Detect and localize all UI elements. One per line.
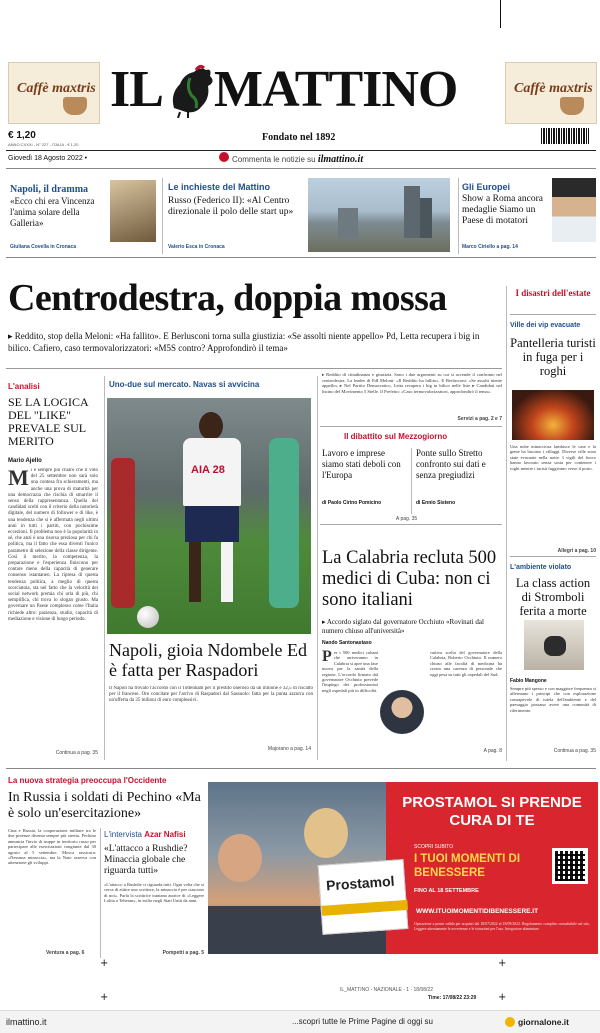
politics-pageref: Servizi a pag. 2 e 7 — [457, 416, 502, 422]
world-body: Cina e Russia, la cooperazione militare tra le due potenze diventa sempre più stretta. Pechino annuncia l'invio di truppe in territorio russo per partecipare alle esercitazioni congiunte dal 30 agosto al 5 settembre. Mosca rassicura: «Nessuna minaccia», ma la Nato osserva con attenzione gli sviluppi. — [8, 828, 96, 866]
comment-prefix: Commenta le notizie su — [232, 155, 316, 164]
ad-highlight: I TUOI MOMENTI DI BENESSERE — [414, 853, 521, 879]
sidebar-right — [510, 284, 596, 764]
analysis-pageref: Continua a pag. 35 — [55, 750, 98, 756]
sport-photo[interactable] — [107, 398, 311, 634]
edition-info: ANNO CXXXI - N° 227 - ITALIA - € 1,20 — [8, 142, 79, 147]
top-story-2-author: Valerio Esca in Cronaca — [168, 244, 225, 250]
comment-line[interactable] — [232, 154, 363, 165]
analysis-column — [6, 372, 102, 764]
calabria-rule — [320, 524, 502, 525]
bottom-right-text: ...scopri tutte le Prime Pagine di oggi su — [292, 1017, 433, 1026]
ad-headline: PROSTAMOL SI PRENDE CURA DI TE — [402, 794, 582, 829]
calabria-author: Nando Santonastaso — [322, 640, 372, 646]
debate-pageref: A pag. 35 — [396, 516, 418, 522]
comment-site[interactable]: ilmattino.it — [317, 154, 364, 165]
lower-rule — [6, 768, 596, 769]
ad-scopri: SCOPRI SUBITO — [414, 844, 454, 850]
calabria-body-2: cattiva scelta del governatore della Calabria, Roberto Occhiuto. Il numero chiuso alle facoltà di medicina ha creato una carenza di personale che oggi pesa su tutti gli ospedali del Sud. — [430, 650, 502, 677]
coffee-cup-icon — [63, 97, 87, 115]
footer-edition: IL_MATTINO - NAZIONALE - 1 - 18/08/22 — [340, 987, 433, 993]
strip-rule — [6, 257, 596, 258]
top-story-2-photo — [308, 178, 450, 252]
divider — [458, 178, 459, 254]
rooster-icon — [166, 64, 218, 118]
prostamol-ad[interactable] — [208, 782, 598, 954]
crop-mark: + — [498, 992, 507, 1003]
product-name: Prostamol — [325, 872, 395, 894]
center-right-column — [320, 372, 504, 764]
top-story-1-title: Napoli, il dramma — [10, 184, 89, 195]
tower-shape — [338, 208, 358, 238]
ad-deadline: FINO AL 18 SETTEMBRE — [414, 888, 479, 894]
tower-shape — [420, 198, 432, 238]
sidebar-pageref2: Continua a pag. 35 — [553, 748, 596, 754]
main-subtitle: ▸ Reddito, stop della Meloni: «Ha fallito». E Berlusconi torna sulla giustizia: «Se assolti niente appello» Pd, Letta recupera i big in bilico. Cafiero, caso termovalorizzatori: «M5S contro? Approfondirò il tema» — [8, 331, 480, 353]
analysis-body: Mi è sempre più chiaro che il voto del 25 settembre non sarà solo una contesa fra schieramenti, ma anche una prova di maturità per una democrazia che rischia di smarrire il senso della rappresentanza. Quella dei candidati scelti con il criterio della notorietà digitale, del numero di follower e di like, è una tendenza che si è affermata negli ultimi anni in tutti i partiti, con pochissime eccezioni. Il problema non è la popolarità in sé, che anzi è una risorsa preziosa per chi fa politica, ma il fatto che essa diventi l'unico parametro di selezione della classe dirigente. Così il merito, la competenza, la preparazione e l'esperienza finiscono per contare meno della capacità di generare consenso istantaneo. La ripresa di questa tendenza politica, a meglio di questa scorciatoia, sta nel fatto che la velocità dei social network premia chi urla di più, chi semplifica, chi trova lo slogan giusto. Ma governare un Paese complesso come l'Italia richiede altro: pazienza, studio, capacità di mediazione e visione di lungo periodo. — [8, 468, 98, 622]
top-story-1-quote: «Ecco chi era Vincenza l'anima solare della Galleria» — [10, 196, 95, 228]
stromboli-photo — [524, 620, 584, 670]
player-head — [199, 412, 223, 440]
debate-right-title[interactable]: Ponte sullo Stretto confronto sui dati e senza pregiudizi — [416, 448, 486, 480]
sidebar-author2: Fabio Mangone — [510, 678, 547, 684]
founded-line: Fondato nel 1892 — [262, 132, 336, 143]
logo-il: IL — [110, 61, 163, 118]
top-story-3-kicker: Gli Europei — [462, 182, 511, 192]
sidebar-subkicker: Ville dei vip evacuate — [510, 322, 581, 329]
sport-pageref: Majorano a pag. 14 — [267, 746, 311, 752]
sidebar-body2: Sempre più spesso e con maggiore frequenza si affermano i principi che con esplorazione consapevole di tutela dell'ambiente e del paesaggio possano avere una comunità di riferimento. — [510, 686, 596, 713]
analysis-author: Mario Ajello — [8, 458, 42, 464]
ad-url[interactable]: WWW.ITUOIMOMENTIDIBENESSERE.IT — [416, 908, 539, 915]
world-pageref: Ventura a pag. 6 — [46, 950, 85, 956]
top-story-3-author: Marco Ciriello a pag. 14 — [462, 244, 518, 250]
interview-name: Azar Nafisi — [144, 830, 186, 839]
top-story-1[interactable] — [6, 172, 158, 258]
dog-shape — [544, 636, 566, 656]
bottom-right-link[interactable]: giornalone.it — [518, 1017, 569, 1027]
top-story-2-kicker: Le inchieste del Mattino — [168, 182, 271, 192]
top-story-2[interactable] — [166, 172, 456, 258]
man-figure — [218, 834, 262, 882]
bottom-bar — [0, 1010, 600, 1033]
sport-body: Il Napoli ha trovato l'accordo con il Tottenham per il prestito oneroso da un milione e 32,5 di riscatto per il francese. Ore concitate per l'arrivo di Raspadori dal Sassuolo: fatta per la punta azzurra con un'offerta da 35 milioni di euro complessivi. — [109, 686, 313, 704]
headline-rule — [6, 368, 502, 369]
divider — [411, 448, 412, 514]
player-shirt — [183, 438, 241, 506]
ad-left-brand: Caffè maxtris — [17, 81, 96, 96]
date: Giovedì 18 Agosto 2022 • — [8, 155, 88, 162]
sport-block — [107, 372, 315, 764]
bottom-left-link[interactable]: ilmattino.it — [6, 1017, 47, 1027]
ad-right[interactable] — [505, 62, 597, 124]
debate-left-author: di Paolo Cirino Pomicino — [322, 500, 382, 506]
top-story-1-author: Giuliana Covella in Cronaca — [10, 244, 77, 250]
divider — [506, 286, 507, 761]
qr-code[interactable] — [552, 848, 588, 884]
interview-kicker-line — [104, 830, 186, 839]
sport-kicker: Uno-due sul mercato. Navas si avvicina — [109, 380, 260, 389]
calabria-title[interactable]: La Calabria recluta 500 medici di Cuba: non ci sono italiani — [322, 548, 497, 610]
crop-mark: + — [498, 958, 507, 969]
ad-right-brand: Caffè maxtris — [514, 81, 593, 96]
player-shorts — [185, 506, 239, 542]
sidebar-title[interactable]: Pantelleria turisti in fuga per i roghi — [510, 336, 596, 378]
product-box — [318, 859, 409, 935]
coffee-cup-icon — [560, 97, 584, 115]
masthead — [0, 0, 600, 172]
price: € 1,20 — [8, 130, 36, 141]
sport-title[interactable]: Napoli, gioia Ndombele Ed è fatta per Raspadori — [109, 640, 307, 680]
calabria-body-1: Per i 500 medici cubani che arriveranno in Calabria si apre una fase nuova per la sanità della regione. L'accordo firmato dal governatore Occhiuto prevede l'impiego dei professionisti negli ospedali più in difficoltà. — [322, 650, 378, 693]
debate-right-author: di Ennio Sisteno — [416, 500, 456, 506]
divider — [162, 178, 163, 254]
masthead-rule — [6, 150, 596, 151]
opponent-figure — [111, 458, 135, 608]
politics-body: ▸ Reddito di cittadinanza e giustizia. Sono i due argomenti su cui si accende il confronto nel centrodestra. La leader di FdI Meloni: «Il Reddito ha fallito». E Berlusconi: «Se assolti niente appello» ▸ Nel Partito Democratico, Letta recupera i big in bilico nelle liste ▸ Candidati nel listino del Movimento 5 Stelle. Il Prefetto: «Caso termovalorizzatori, approfondirò il tema». — [322, 372, 502, 394]
top-story-3[interactable] — [462, 172, 596, 258]
qr-pattern — [555, 851, 585, 881]
sidebar-rule — [510, 556, 596, 557]
divider — [104, 376, 105, 760]
world-title[interactable]: In Russia i soldati di Pechino «Ma è solo un'esercitazione» — [8, 790, 201, 821]
interview-title[interactable]: «L'attacco a Rushdie? Minaccia globale che riguarda tutti» — [104, 844, 188, 876]
sidebar-byline: Allegri a pag. 10 — [557, 548, 596, 554]
giornalone-icon — [505, 1017, 515, 1027]
ad-fineprint: Operazione a premi valida per acquisti dal 18/07/2022 al 18/09/2022. Regolamento completo consultabile sul sito. Leggere attentamente le avvertenze e le istruzioni per l'uso. Integratore alimentare. — [414, 922, 590, 931]
woman-figure — [304, 808, 348, 858]
world-kicker: La nuova strategia preoccupa l'Occidente — [8, 776, 167, 785]
player-leg — [221, 542, 233, 602]
ball — [137, 606, 159, 628]
debate-rule — [320, 426, 502, 427]
occhiuto-photo — [380, 690, 424, 734]
top-strip — [6, 172, 596, 258]
shirt-sponsor: AIA 28 — [191, 464, 225, 476]
date-rule — [6, 168, 596, 169]
referee-figure — [269, 438, 299, 608]
sidebar-kicker2: L'ambiente violato — [510, 564, 572, 571]
top-story-1-photo — [110, 180, 156, 242]
player-leg — [189, 542, 201, 602]
sidebar-title2[interactable]: La class action di Stromboli ferita a morte — [515, 576, 591, 618]
newspaper-logo[interactable] — [110, 60, 500, 124]
analysis-kicker: L'analisi — [8, 382, 40, 391]
crop-mark: + — [100, 958, 109, 969]
logo-mattino: MATTINO — [214, 61, 458, 118]
footer-time: Time: 17/08/22 23:29 — [428, 995, 477, 1001]
fire-photo — [512, 390, 594, 440]
sidebar-kicker: I disastri dell'estate — [515, 288, 591, 298]
comment-icon — [219, 152, 229, 162]
product-stripe — [322, 900, 408, 916]
interview-pageref: Pompetti a pag. 5 — [162, 950, 204, 956]
debate-left-title[interactable]: Lavoro e imprese siamo stati deboli con l'Europa — [322, 448, 401, 480]
analysis-title[interactable]: SE LA LOGICA DEL "LIKE" PREVALE SUL MERITO — [8, 395, 89, 448]
sidebar-body: Una nube minacciosa lambisce le case e la gente ha lasciato i villaggi. Diverse ville sono state evacuate nella notte. I vigili del fuoco hanno lavorato senza sosta per contenere i roghi mentre i turisti fuggivano verso il porto. — [510, 444, 596, 471]
divider — [317, 376, 318, 760]
top-story-3-title: Show a Roma ancora medaglie Siamo un Paese di motatori — [462, 194, 543, 226]
interview-body: «L'attacco a Rushdie ci riguarda tutti. Ogni volta che si cerca di zittire uno scrittore, la minaccia è per ciascuno di noi». Parla la scrittrice iraniana autrice di «Leggere Lolita a Teheran», in esilio negli Stati Uniti da anni. — [104, 882, 204, 904]
world-block — [6, 770, 206, 960]
sidebar-rule — [510, 314, 596, 315]
player-figure — [177, 412, 247, 608]
top-story-3-photo — [552, 178, 596, 242]
barcode — [541, 128, 589, 144]
top-story-2-title: Russo (Federico II): «Al Centro direzionale il polo delle start up» — [168, 196, 294, 217]
tower-shape — [404, 186, 420, 238]
interview-kicker: L'intervista — [104, 830, 142, 839]
debate-kicker: Il dibattito sul Mezzogiorno — [344, 432, 448, 441]
crop-mark: + — [100, 992, 109, 1003]
crop-mark — [500, 0, 501, 28]
calabria-subtitle: ▸ Accordo siglato dal governatore Occhiuto «Rovinati dal numero chiuso all'università» — [322, 618, 484, 635]
main-headline[interactable]: Centrodestra, doppia mossa — [8, 277, 447, 319]
calabria-pageref: A pag. 8 — [483, 748, 502, 754]
divider — [100, 828, 101, 958]
ad-left[interactable] — [8, 62, 100, 124]
